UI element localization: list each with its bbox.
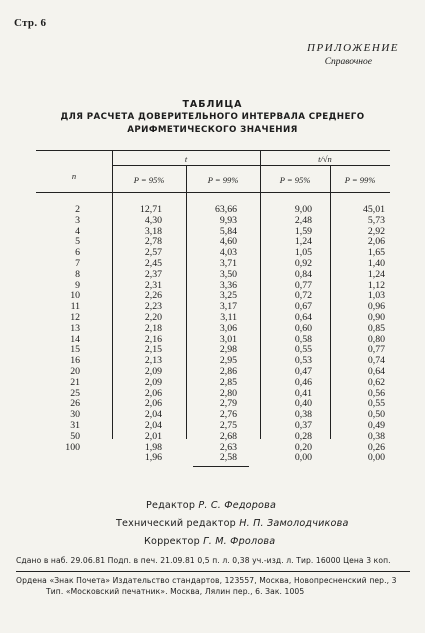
- group-header-t: t: [184, 154, 188, 164]
- table-cell: 4,60: [219, 236, 237, 248]
- table-cell: 0,60: [294, 322, 312, 334]
- table-cell: 8: [75, 268, 80, 280]
- group-header-t-sqrt-n: t/√n: [318, 154, 332, 164]
- table-cell: 2,68: [219, 430, 237, 442]
- table-cell: 3,11: [220, 311, 237, 323]
- table-cell: 2,09: [144, 365, 162, 377]
- table-cell: 0,90: [367, 311, 385, 323]
- table-cell: 2,31: [144, 279, 162, 291]
- table-cell: 2,09: [144, 376, 162, 388]
- table-cell: 0,77: [294, 279, 312, 291]
- table-cell: 1,40: [367, 257, 385, 269]
- table-cell: 0,38: [294, 409, 312, 421]
- table-cell: 0,47: [294, 365, 312, 377]
- table-cell: 12,71: [139, 204, 162, 215]
- table-cell: 0,72: [294, 290, 312, 302]
- tech-editor-line: [116, 518, 349, 529]
- table-cell: 2,13: [144, 355, 162, 367]
- table-cell: 3,50: [219, 268, 237, 280]
- table-cell: 9,93: [219, 214, 237, 226]
- table-cell: 2,78: [144, 236, 162, 248]
- table-cell: 16: [70, 355, 80, 367]
- sub-header-t-99: P = 99%: [207, 175, 239, 185]
- table-cell: 2,23: [144, 301, 162, 313]
- table-cell: 20: [70, 365, 80, 377]
- table-cell: 0,20: [294, 441, 312, 453]
- table-cell: 3: [75, 214, 80, 226]
- table-cell: 50: [70, 430, 80, 442]
- table-cell: 6: [75, 247, 80, 259]
- table-cell: 3,01: [219, 333, 237, 345]
- appendix-label: ПРИЛОЖЕНИЕ: [307, 42, 399, 54]
- imprint-rule: [16, 571, 410, 572]
- table-title-line1: ТАБЛИЦА: [182, 99, 243, 110]
- table-cell: 0,58: [294, 333, 312, 345]
- table-cell: 25: [70, 387, 80, 399]
- table-cell: 0,55: [294, 344, 312, 356]
- table-cell: 0,67: [294, 301, 312, 313]
- table-cell: 0,40: [294, 398, 312, 410]
- table-cell: 2: [75, 204, 80, 215]
- table-cell: 3,18: [144, 225, 162, 237]
- table-title: [0, 98, 425, 137]
- table-cell: 9,00: [294, 204, 312, 215]
- sub-header-r-95: P = 95%: [279, 175, 311, 185]
- table-cell: 2,48: [294, 214, 312, 226]
- table-cell: 2,16: [144, 333, 162, 345]
- table-cell: 0,84: [294, 268, 312, 280]
- table-cell: 10: [70, 290, 80, 302]
- table-cell: 21: [70, 376, 80, 388]
- table-cell: 1,65: [367, 247, 385, 259]
- table-title-line3: АРИФМЕТИЧЕСКОГО ЗНАЧЕНИЯ: [127, 125, 298, 135]
- table-cell: 3,25: [219, 290, 237, 302]
- corrector-line: [144, 536, 275, 547]
- column-n: [40, 205, 80, 453]
- table-cell: 11: [70, 301, 80, 313]
- table-cell: 0,50: [367, 409, 385, 421]
- table-cell: 2,37: [144, 268, 162, 280]
- table-title-line2: ДЛЯ РАСЧЕТА ДОВЕРИТЕЛЬНОГО ИНТЕРВАЛА СРЕДНЕГО: [60, 112, 365, 122]
- table-cell: 0,64: [367, 365, 385, 377]
- end-rule: [193, 466, 249, 467]
- column-t-99: [186, 205, 237, 464]
- table-cell: 0,37: [294, 419, 312, 431]
- table-cell: 4: [75, 225, 80, 237]
- table-cell: 2,92: [367, 225, 385, 237]
- table-cell: 2,06: [367, 236, 385, 248]
- table-cell: 4,03: [219, 247, 237, 259]
- table-cell: 0,96: [367, 301, 385, 313]
- table-cell: 2,79: [219, 398, 237, 410]
- table-cell: 3,71: [219, 257, 237, 269]
- table-cell: 4,30: [144, 214, 162, 226]
- table-cell: 0,56: [367, 387, 385, 399]
- table-cell: 0,74: [367, 355, 385, 367]
- table-cell: 1,05: [294, 247, 312, 259]
- table-cell: 2,26: [144, 290, 162, 302]
- table-cell: 0,28: [294, 430, 312, 442]
- table-cell: 2,04: [144, 419, 162, 431]
- corrector-name: Г. М. Фролова: [203, 536, 276, 547]
- table-cell: 3,06: [219, 322, 237, 334]
- imprint-line-3: Тип. «Московский печатник». Москва, Лялин пер., 6. Зак. 1005: [46, 587, 305, 596]
- table-cell: 2,75: [219, 419, 237, 431]
- editor-role: Редактор: [146, 500, 196, 511]
- table-cell: 1,24: [367, 268, 385, 280]
- table-cell: 0,53: [294, 355, 312, 367]
- sub-header-t-95: P = 95%: [133, 175, 165, 185]
- col-header-n: n: [71, 171, 77, 181]
- table-cell: 0,41: [294, 387, 312, 399]
- table-cell: 0,49: [367, 419, 385, 431]
- table-cell: 5: [75, 236, 80, 248]
- table-cell: 63,66: [214, 204, 237, 215]
- column-r-95: [260, 205, 312, 464]
- table-cell: 2,57: [144, 247, 162, 259]
- table-cell: 15: [70, 344, 80, 356]
- table-cell: 0,46: [294, 376, 312, 388]
- table-cell: 1,98: [144, 441, 162, 453]
- table-cell: 45,01: [362, 204, 385, 215]
- table-cell: 0,77: [367, 344, 385, 356]
- appendix-type: Справочное: [324, 57, 372, 67]
- table-cell: 100: [65, 441, 80, 453]
- column-r-99: [330, 205, 385, 464]
- table-cell: 2,58: [219, 452, 237, 464]
- table-cell: 0,85: [367, 322, 385, 334]
- table-cell: 3,17: [219, 301, 237, 313]
- table-cell: 2,85: [219, 376, 237, 388]
- table-cell: 0,00: [294, 452, 312, 464]
- table-cell: 0,80: [367, 333, 385, 345]
- table-cell: 2,95: [219, 355, 237, 367]
- table-cell: 2,86: [219, 365, 237, 377]
- table-cell: 12: [70, 311, 80, 323]
- table-cell: 2,63: [219, 441, 237, 453]
- table-cell: 2,18: [144, 322, 162, 334]
- table-cell: 5,73: [367, 214, 385, 226]
- table-cell: 31: [70, 419, 80, 431]
- table-cell: 2,20: [144, 311, 162, 323]
- table-cell: 30: [70, 409, 80, 421]
- table-cell: 9: [75, 279, 80, 291]
- table-cell: 26: [70, 398, 80, 410]
- sub-header-r-99: P = 99%: [344, 175, 376, 185]
- table-cell: 2,98: [219, 344, 237, 356]
- table-cell: 0,00: [367, 452, 385, 464]
- table-cell: 1,96: [144, 452, 162, 464]
- table-cell: 2,04: [144, 409, 162, 421]
- table-top-rule: [36, 150, 390, 151]
- imprint-line-2: Ордена «Знак Почета» Издательство стандартов, 123557, Москва, Новопресненский пер., 3: [16, 576, 397, 585]
- table-cell: 2,06: [144, 398, 162, 410]
- table-cell: 3,36: [219, 279, 237, 291]
- table-cell: 0,64: [294, 311, 312, 323]
- table-cell: 7: [75, 257, 80, 269]
- table-cell: 1,24: [294, 236, 312, 248]
- editor-line: [146, 500, 276, 511]
- imprint-line-1: Сдано в наб. 29.06.81 Подп. в печ. 21.09.81 0,5 п. л. 0,38 уч.-изд. л. Тир. 16000 Цена 3 коп.: [16, 556, 391, 565]
- table-cell: 2,80: [219, 387, 237, 399]
- table-cell: 2,06: [144, 387, 162, 399]
- table-cell: 2,01: [144, 430, 162, 442]
- table-cell: 13: [70, 322, 80, 334]
- group-header-rule: [112, 165, 390, 166]
- table-cell: 2,76: [219, 409, 237, 421]
- table-cell: 1,59: [294, 225, 312, 237]
- table-cell: 2,45: [144, 257, 162, 269]
- corrector-role: Корректор: [144, 536, 200, 547]
- table-cell: 0,38: [367, 430, 385, 442]
- editor-name: Р. С. Федорова: [198, 500, 277, 511]
- tech-editor-name: Н. П. Замолодчикова: [239, 518, 349, 529]
- table-cell: 0,26: [367, 441, 385, 453]
- header-bottom-rule: [36, 192, 390, 193]
- table-cell: 2,15: [144, 344, 162, 356]
- table-cell: 0,55: [367, 398, 385, 410]
- table-cell: 1,03: [367, 290, 385, 302]
- table-cell: 5,84: [219, 225, 237, 237]
- table-cell: 1,12: [367, 279, 385, 291]
- table-cell: 0,62: [367, 376, 385, 388]
- column-t-95: [112, 205, 162, 464]
- table-cell: 14: [70, 333, 80, 345]
- tech-editor-role: Технический редактор: [116, 518, 236, 529]
- table-cell: 0,92: [294, 257, 312, 269]
- page-number: Стр. 6: [14, 17, 47, 29]
